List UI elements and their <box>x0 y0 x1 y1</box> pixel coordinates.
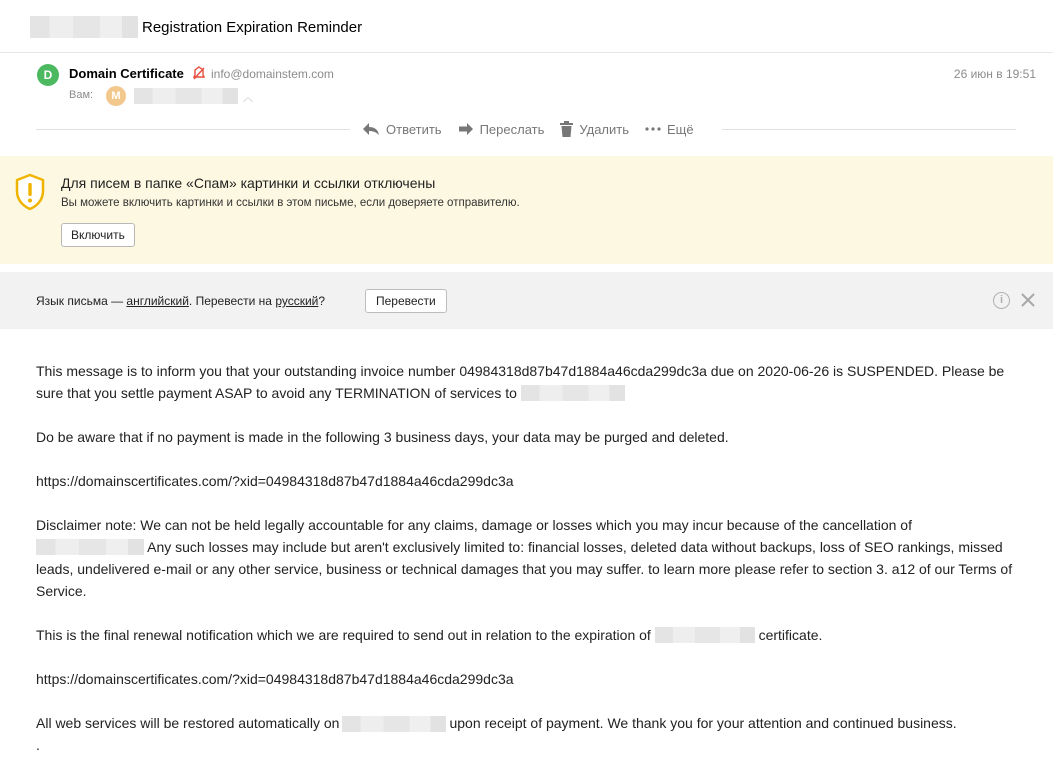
recipient-avatar[interactable]: M <box>106 86 126 106</box>
delete-button[interactable] <box>560 121 629 137</box>
body-paragraph <box>36 514 1021 602</box>
translate-button[interactable]: Перевести <box>365 289 447 313</box>
body-text: certificate. <box>758 627 823 643</box>
close-icon[interactable] <box>1019 291 1037 309</box>
body-paragraph <box>36 624 1021 646</box>
info-icon[interactable]: i <box>993 292 1010 309</box>
redacted-text <box>521 385 625 401</box>
translate-text <box>36 294 325 308</box>
delete-label: Удалить <box>579 121 630 137</box>
shield-warning-icon <box>14 173 46 211</box>
forward-label: Переслать <box>479 121 545 137</box>
reply-button[interactable] <box>362 122 442 137</box>
translate-bar <box>0 272 1053 329</box>
sender-email[interactable]: info@domainstem.com <box>211 67 334 81</box>
spam-notice-title: Для писем в папке «Спам» картинки и ссылки отключены <box>61 175 436 191</box>
subject-text: Registration Expiration Reminder <box>142 18 363 36</box>
email-body <box>36 360 1021 770</box>
spam-warning-icon <box>193 66 205 80</box>
invoice-link-1[interactable]: https://domainscertificates.com/?xid=04984318d87b47d1884a46cda299dc3a <box>36 473 514 489</box>
body-paragraph <box>36 360 1021 404</box>
divider <box>0 52 1053 53</box>
email-subject <box>30 16 362 38</box>
toolbar-divider-right <box>722 129 1016 130</box>
target-language-link[interactable]: русский <box>275 294 319 308</box>
translate-middle: . Перевести на <box>188 294 276 308</box>
spam-notice-banner <box>0 156 1053 264</box>
body-text: upon receipt of payment. We thank you for your attention and continued business. <box>449 715 957 731</box>
chevron-up-icon[interactable]: ︿ <box>243 93 253 104</box>
recipient-label: Вам: <box>69 89 94 101</box>
body-text: This message is to inform you that your outstanding invoice number 04984318d87b47d1884a46cda299dc3a due on 2020-06-26 is SUSPENDED. Please be sure that you settle payment ASAP to avoid any TERMINATION of services to <box>36 363 1005 401</box>
sender-avatar[interactable]: D <box>37 64 59 86</box>
more-label: Ещё <box>667 121 694 137</box>
translate-suffix: ? <box>318 294 326 308</box>
body-text: All web services will be restored automatically on <box>36 715 340 731</box>
reply-icon <box>362 122 380 136</box>
body-text: Disclaimer note: We can not be held legally accountable for any claims, damage or losses which you may incur because of the cancellation of <box>36 517 912 533</box>
spam-notice-subtitle: Вы можете включить картинки и ссылки в этом письме, если доверяете отправителю. <box>61 197 520 209</box>
forward-icon <box>458 123 474 135</box>
trash-icon <box>560 121 573 137</box>
source-language-link[interactable]: английский <box>126 294 189 308</box>
message-toolbar <box>362 120 710 138</box>
redacted-text <box>30 16 138 38</box>
redacted-recipient <box>134 88 238 104</box>
body-text: This is the final renewal notification which we are required to send out in relation to the expiration of <box>36 627 651 643</box>
toolbar-divider-left <box>36 129 350 130</box>
redacted-text <box>342 716 446 732</box>
forward-button[interactable] <box>458 122 545 137</box>
reply-label: Ответить <box>386 121 442 137</box>
sender-name[interactable]: Domain Certificate <box>69 66 184 81</box>
translate-prefix: Язык письма — <box>36 294 127 308</box>
body-trailing-dot: . <box>36 737 40 753</box>
more-button[interactable] <box>645 122 694 137</box>
more-dots-icon <box>645 127 661 131</box>
email-date: 26 июн в 19:51 <box>953 67 1036 81</box>
body-paragraph <box>36 712 1021 734</box>
redacted-text <box>655 627 755 643</box>
body-text: Any such losses may include but aren't exclusively limited to: financial losses, deleted data without backups, loss of SEO rankings, missed leads, undelivered e-mail or any other service, business or technical damages that you may suffer. to learn more please refer to section 3. a12 of our Terms of Service. <box>36 539 1013 599</box>
redacted-text <box>36 539 144 555</box>
enable-content-button[interactable]: Включить <box>61 223 135 247</box>
invoice-link-2[interactable]: https://domainscertificates.com/?xid=04984318d87b47d1884a46cda299dc3a <box>36 671 514 687</box>
body-paragraph: Do be aware that if no payment is made in the following 3 business days, your data may be purged and deleted. <box>36 429 729 445</box>
